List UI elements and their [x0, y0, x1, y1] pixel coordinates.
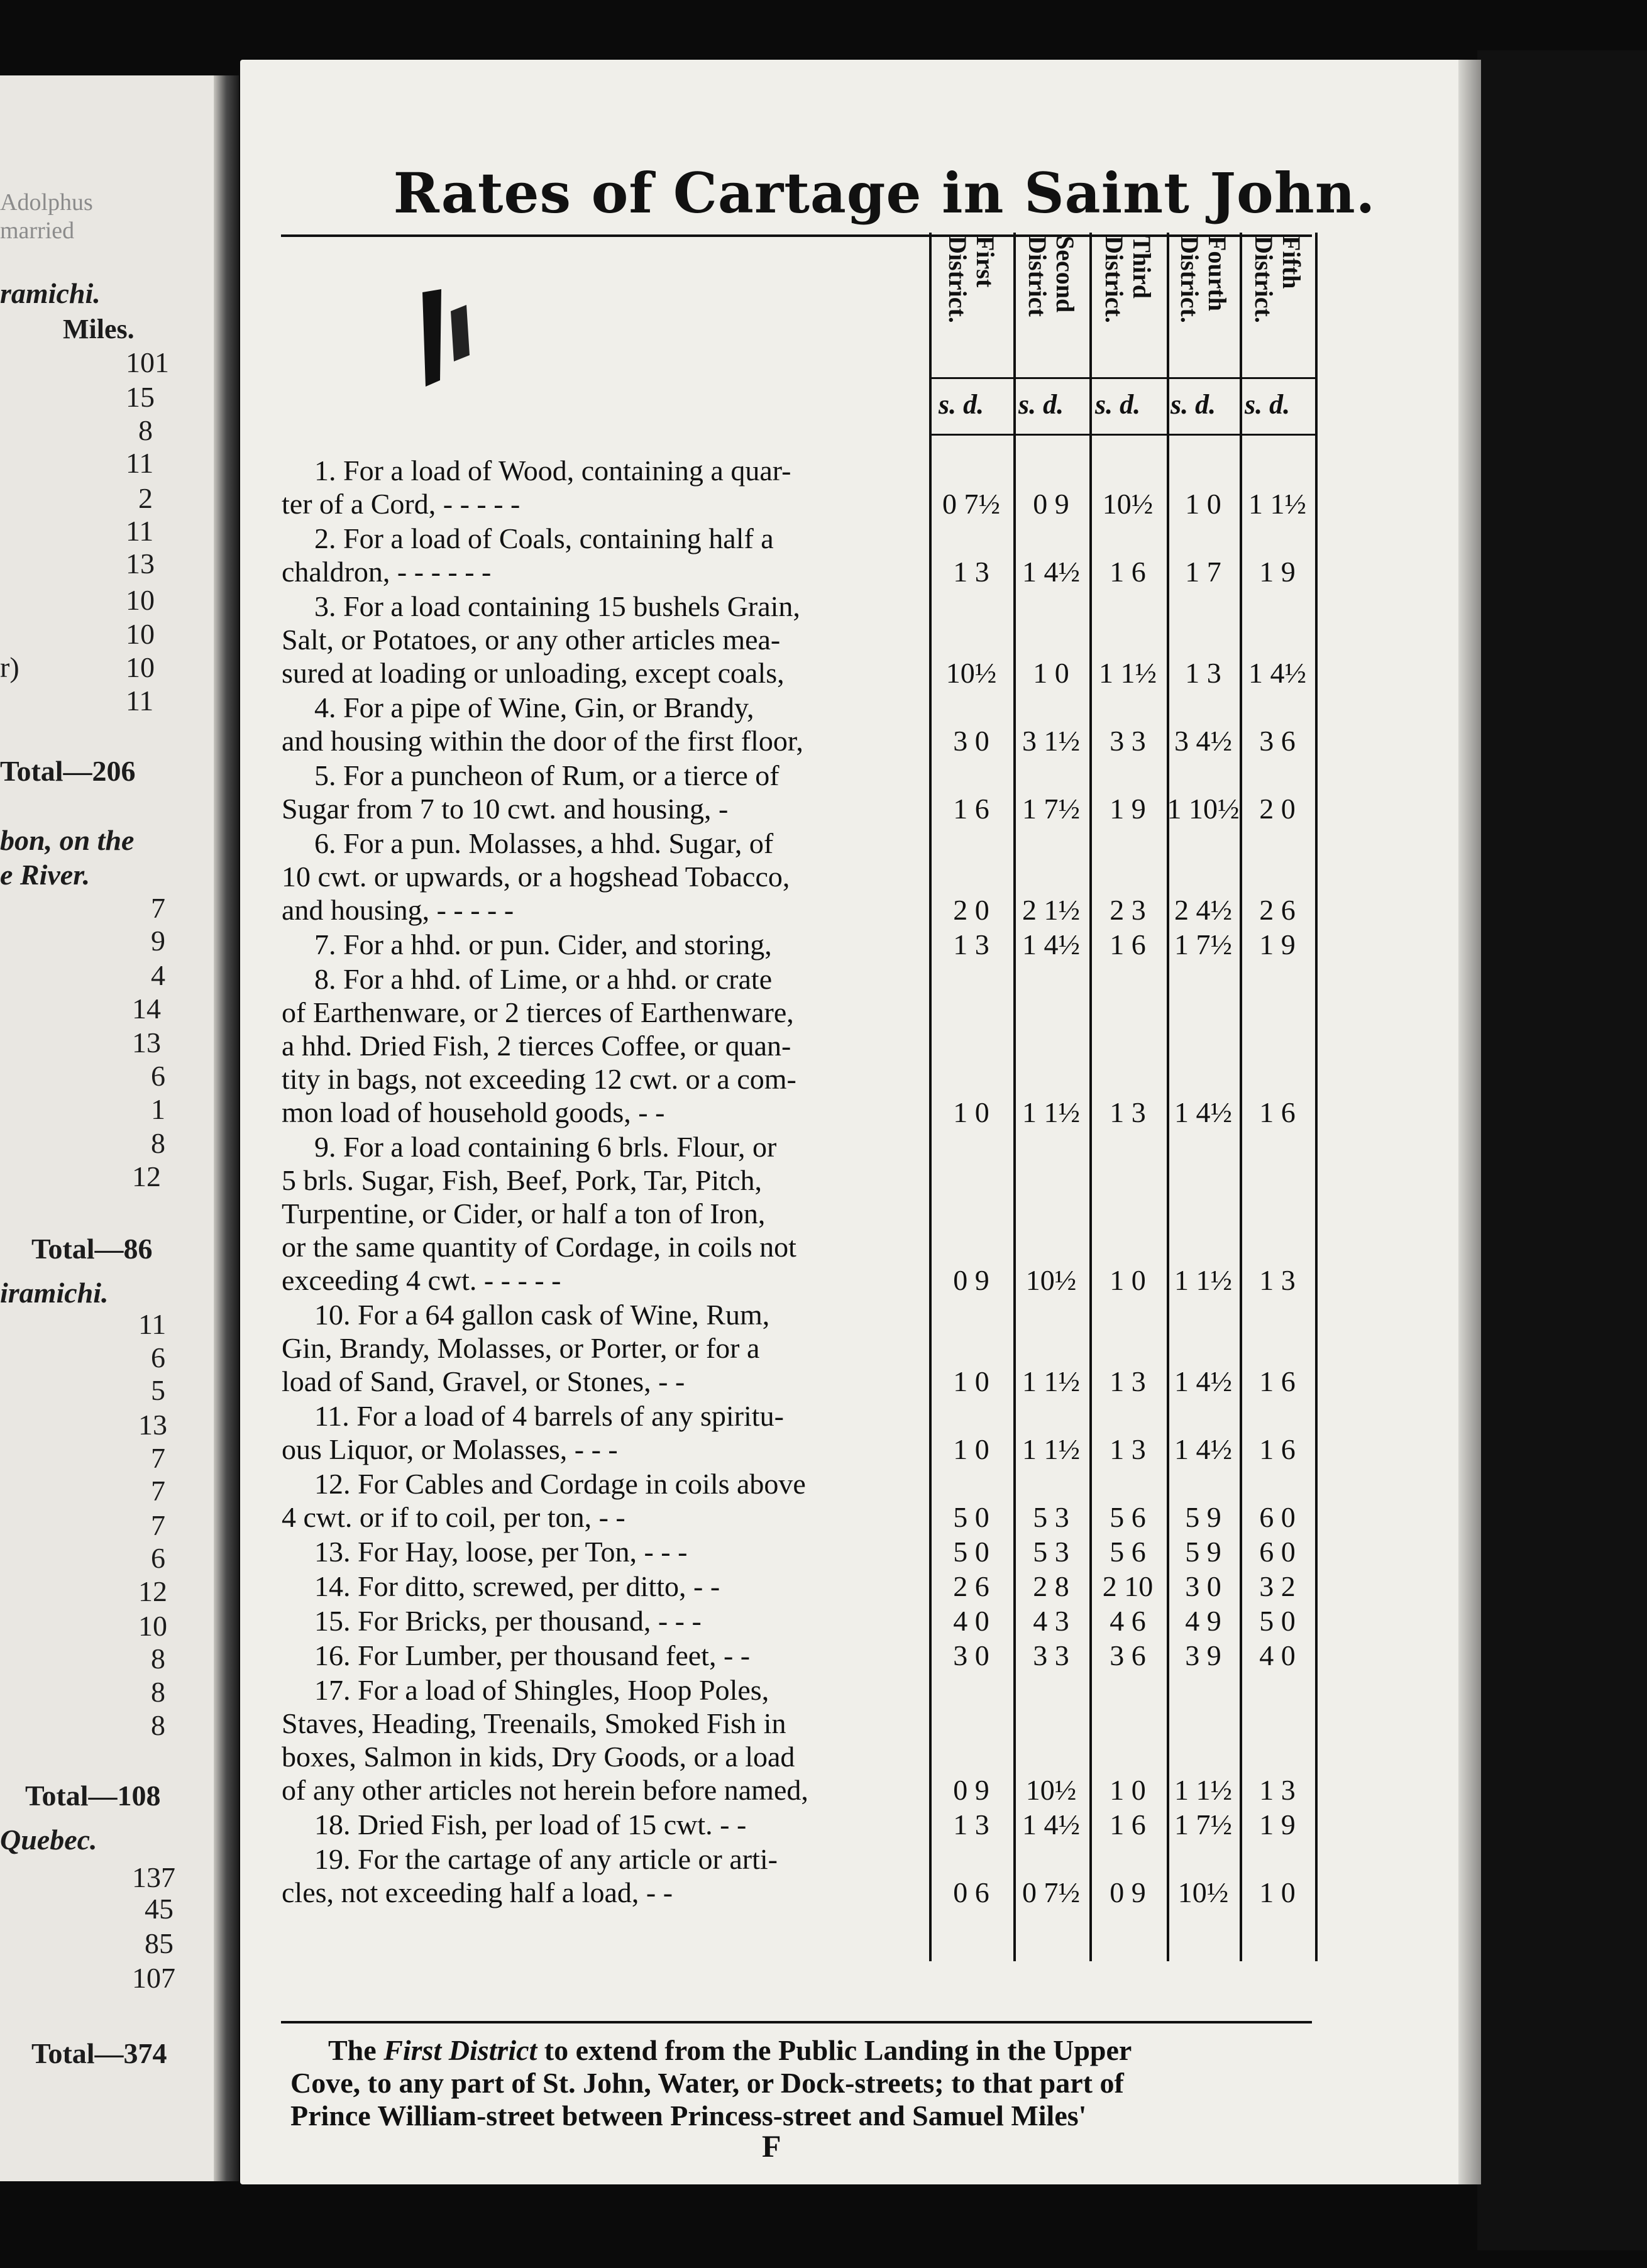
entry-text-line: 12. For Cables and Cordage in coils above — [314, 1468, 806, 1500]
rate-value: 1 1½ — [1022, 1433, 1080, 1465]
book-gutter — [214, 75, 239, 2181]
rate-value: 1 3 — [1110, 1433, 1146, 1465]
rate-value: 1 1½ — [1022, 1365, 1080, 1397]
unit-label: s. d. — [1018, 389, 1064, 420]
column-rule — [1315, 233, 1318, 1961]
rate-value: 0 9 — [1110, 1876, 1146, 1908]
rate-value: 1 0 — [953, 1433, 989, 1465]
rate-value: 0 9 — [953, 1264, 989, 1296]
left-page-line: 12 — [132, 1160, 161, 1192]
left-page-line: 85 — [145, 1927, 174, 1959]
rate-value: 4 0 — [953, 1605, 989, 1637]
rate-value: 2 1½ — [1022, 894, 1080, 926]
entry-text-line: ous Liquor, or Molasses, - - - — [282, 1433, 618, 1465]
rate-value: 5 3 — [1033, 1501, 1069, 1533]
title-rule — [281, 234, 1312, 237]
rate-value: 3 4½ — [1174, 725, 1232, 757]
left-page-line: 6 — [151, 1542, 165, 1574]
footnote-line-2: Cove, to any part of St. John, Water, or Dock-streets; to that part of — [290, 2067, 1124, 2099]
rate-value: 2 0 — [953, 894, 989, 926]
left-page-line: 8 — [151, 1676, 165, 1708]
entry-text-line: 5 brls. Sugar, Fish, Beef, Pork, Tar, Pitch, — [282, 1164, 762, 1196]
left-page-line: 6 — [151, 1341, 165, 1373]
rate-value: 5 3 — [1033, 1536, 1069, 1568]
rate-value: 10½ — [1025, 1264, 1077, 1296]
rate-value: 1 6 — [1110, 928, 1146, 961]
rate-value: 6 0 — [1259, 1536, 1296, 1568]
left-page-line: 8 — [151, 1127, 165, 1159]
left-page-line: 10 — [126, 651, 155, 683]
rate-value: 1 9 — [1259, 556, 1296, 588]
left-page-line: 101 — [126, 346, 169, 378]
rate-value: 2 8 — [1033, 1570, 1069, 1602]
rate-value: 3 2 — [1259, 1570, 1296, 1602]
entry-text-line: 10 cwt. or upwards, or a hogshead Tobacco, — [282, 861, 790, 893]
left-page-line: e River. — [0, 859, 91, 891]
entry-text-line: 7. For a hhd. or pun. Cider, and storing, — [314, 928, 772, 961]
entry-text-line: Salt, or Potatoes, or any other articles mea- — [282, 624, 781, 656]
entry-text-line: of Earthenware, or 2 tierces of Earthenware, — [282, 996, 794, 1028]
left-page-line: ramichi. — [0, 277, 101, 309]
entry-text-line: 9. For a load containing 6 brls. Flour, or — [314, 1131, 777, 1163]
entry-text-line: 15. For Bricks, per thousand, - - - — [314, 1605, 702, 1637]
rate-value: 0 7½ — [1022, 1876, 1080, 1908]
column-header: Third District. — [1100, 236, 1156, 323]
units-rule — [929, 434, 1315, 436]
rate-value: 2 0 — [1259, 793, 1296, 825]
entry-text-line: 13. For Hay, loose, per Ton, - - - — [314, 1536, 688, 1568]
rate-value: 1 7½ — [1174, 1808, 1232, 1841]
left-page-line: 13 — [138, 1409, 167, 1441]
book-edge-background — [1477, 50, 1647, 2250]
left-page-line: 11 — [126, 515, 154, 547]
rate-value: 1 0 — [1185, 488, 1221, 520]
unit-label: s. d. — [1245, 389, 1291, 420]
entry-text-line: 6. For a pun. Molasses, a hhd. Sugar, of — [314, 827, 774, 859]
rate-value: 2 3 — [1110, 894, 1146, 926]
entry-text-line: 14. For ditto, screwed, per ditto, - - — [314, 1570, 720, 1602]
left-page-line: married — [0, 217, 75, 244]
entry-text-line: Sugar from 7 to 10 cwt. and housing, - — [282, 793, 729, 825]
left-page-line: 13 — [126, 548, 155, 580]
rate-value: 1 1½ — [1248, 488, 1306, 520]
rate-value: 5 9 — [1185, 1501, 1221, 1533]
left-page-line: 9 — [151, 925, 165, 957]
rate-value: 1 4½ — [1022, 556, 1080, 588]
page-title: Rates of Cartage in Saint John. — [393, 160, 1376, 226]
entry-text-line: 17. For a load of Shingles, Hoop Poles, — [314, 1674, 769, 1706]
entry-text-line: 1. For a load of Wood, containing a quar- — [314, 454, 791, 487]
left-page-line: Adolphus — [0, 189, 93, 216]
rate-value: 1 3 — [1259, 1774, 1296, 1806]
left-page-line: 7 — [151, 1475, 165, 1507]
entry-text-line: and housing, - - - - - — [282, 894, 514, 926]
rate-value: 1 6 — [1259, 1433, 1296, 1465]
ink-blot-mark — [416, 286, 473, 405]
rate-value: 3 0 — [1185, 1570, 1221, 1602]
left-page-line: Total—374 — [31, 2037, 167, 2069]
entry-text-line: 4. For a pipe of Wine, Gin, or Brandy, — [314, 691, 754, 724]
left-page-line: 8 — [151, 1643, 165, 1675]
rate-value: 1 9 — [1259, 928, 1296, 961]
entry-text-line: 3. For a load containing 15 bushels Grain, — [314, 590, 800, 622]
left-page-line: 7 — [151, 1442, 165, 1474]
rate-value: 1 7½ — [1022, 793, 1080, 825]
rate-value: 1 6 — [953, 793, 989, 825]
column-header: First District. — [944, 236, 1000, 323]
rate-value: 1 4½ — [1248, 657, 1306, 689]
left-page-line: 4 — [151, 959, 165, 991]
rate-value: 1 4½ — [1174, 1365, 1232, 1397]
entry-text-line: Staves, Heading, Treenails, Smoked Fish in — [282, 1707, 786, 1739]
entry-text-line: 8. For a hhd. of Lime, or a hhd. or crate — [314, 963, 773, 995]
entry-text-line: tity in bags, not exceeding 12 cwt. or a com- — [282, 1063, 796, 1095]
left-page-line: 2 — [138, 482, 153, 514]
rate-value: 1 3 — [953, 1808, 989, 1841]
rate-value: 1 4½ — [1174, 1096, 1232, 1128]
rate-value: 2 4½ — [1174, 894, 1232, 926]
left-page-line: Total—206 — [0, 755, 136, 787]
rate-value: 2 10 — [1102, 1570, 1154, 1602]
rate-value: 1 1½ — [1174, 1774, 1232, 1806]
unit-label: s. d. — [939, 389, 984, 420]
rate-value: 1 6 — [1259, 1365, 1296, 1397]
left-page-line: 10 — [126, 584, 155, 616]
rate-value: 1 3 — [953, 556, 989, 588]
rate-value: 10½ — [1177, 1876, 1229, 1908]
left-page-line: Quebec. — [0, 1824, 97, 1856]
rate-value: 3 1½ — [1022, 725, 1080, 757]
rate-value: 3 9 — [1185, 1639, 1221, 1671]
left-page-line: 1 — [151, 1093, 165, 1125]
left-page-line: Total—86 — [31, 1233, 153, 1265]
rate-value: 1 6 — [1110, 556, 1146, 588]
rate-value: 1 1½ — [1174, 1264, 1232, 1296]
entry-text-line: sured at loading or unloading, except coals, — [282, 657, 785, 689]
rate-value: 1 0 — [1259, 1876, 1296, 1908]
rate-value: 3 3 — [1110, 725, 1146, 757]
entry-text-line: load of Sand, Gravel, or Stones, - - — [282, 1365, 685, 1397]
unit-label: s. d. — [1171, 389, 1216, 420]
column-header: Second District — [1023, 236, 1079, 317]
entry-text-line: 19. For the cartage of any article or arti- — [314, 1843, 778, 1875]
left-page-line: 11 — [126, 685, 154, 717]
left-page-line: 8 — [138, 414, 153, 446]
rate-value: 10½ — [1025, 1774, 1077, 1806]
rate-value: 0 6 — [953, 1876, 989, 1908]
rate-value: 10½ — [945, 657, 997, 689]
left-page-line: 5 — [151, 1374, 165, 1406]
rate-value: 1 7½ — [1174, 928, 1232, 961]
rate-value: 0 9 — [953, 1774, 989, 1806]
rate-value: 1 3 — [953, 928, 989, 961]
rate-value: 3 6 — [1110, 1639, 1146, 1671]
left-page-line: 12 — [138, 1575, 167, 1607]
rate-value: 4 9 — [1185, 1605, 1221, 1637]
left-page-line: iramichi. — [0, 1277, 109, 1309]
rate-value: 1 1½ — [1099, 657, 1157, 689]
entry-text-line: and housing within the door of the first floor, — [282, 725, 803, 757]
rate-value: 1 3 — [1110, 1096, 1146, 1128]
left-page-line: r) — [0, 651, 19, 683]
rate-value: 4 6 — [1110, 1605, 1146, 1637]
rate-value: 6 0 — [1259, 1501, 1296, 1533]
page-right — [240, 60, 1472, 2184]
facing-page-left — [0, 75, 233, 2181]
left-page-line: bon, on the — [0, 824, 135, 856]
rate-value: 5 6 — [1110, 1536, 1146, 1568]
rate-value: 2 6 — [1259, 894, 1296, 926]
column-header: Fifth District. — [1250, 236, 1306, 323]
rate-value: 1 7 — [1185, 556, 1221, 588]
rate-value: 1 0 — [953, 1096, 989, 1128]
rate-value: 1 0 — [1110, 1774, 1146, 1806]
rate-value: 1 3 — [1110, 1365, 1146, 1397]
header-rule — [929, 377, 1315, 379]
rate-value: 10½ — [1102, 488, 1154, 520]
column-header: Fourth District. — [1176, 236, 1231, 323]
entry-text-line: 5. For a puncheon of Rum, or a tierce of — [314, 759, 779, 791]
entry-text-line: 10. For a 64 gallon cask of Wine, Rum, — [314, 1299, 770, 1331]
rate-value: 1 9 — [1110, 793, 1146, 825]
left-page-line: 15 — [126, 381, 155, 413]
left-page-line: 6 — [151, 1060, 165, 1092]
rate-value: 1 0 — [1110, 1264, 1146, 1296]
left-page-line: 14 — [132, 993, 161, 1025]
entry-text-line: of any other articles not herein before named, — [282, 1774, 808, 1806]
rate-value: 1 9 — [1259, 1808, 1296, 1841]
entry-text-line: exceeding 4 cwt. - - - - - — [282, 1264, 561, 1296]
entry-text-line: cles, not exceeding half a load, - - — [282, 1876, 673, 1908]
left-page-line: 10 — [138, 1610, 167, 1642]
entry-text-line: 11. For a load of 4 barrels of any spiritu- — [314, 1400, 784, 1432]
rate-value: 4 3 — [1033, 1605, 1069, 1637]
rate-value: 2 6 — [953, 1570, 989, 1602]
rate-value: 1 3 — [1259, 1264, 1296, 1296]
table-bottom-rule — [281, 2021, 1312, 2023]
rate-value: 1 10½ — [1167, 793, 1240, 825]
entry-text-line: or the same quantity of Cordage, in coils not — [282, 1231, 796, 1263]
entry-text-line: boxes, Salmon in kids, Dry Goods, or a load — [282, 1741, 795, 1773]
rate-value: 3 6 — [1259, 725, 1296, 757]
rate-value: 1 0 — [1033, 657, 1069, 689]
left-page-line: 137 — [132, 1861, 175, 1893]
rate-value: 1 4½ — [1174, 1433, 1232, 1465]
rate-value: 1 1½ — [1022, 1096, 1080, 1128]
left-page-line: 7 — [151, 1509, 165, 1541]
rate-value: 3 3 — [1033, 1639, 1069, 1671]
entry-text-line: ter of a Cord, - - - - - — [282, 488, 521, 520]
entry-text-line: 18. Dried Fish, per load of 15 cwt. - - — [314, 1808, 747, 1841]
footnote-line-3: Prince William-street between Princess-street and Samuel Miles' — [290, 2100, 1087, 2132]
entry-text-line: a hhd. Dried Fish, 2 tierces Coffee, or quan- — [282, 1030, 791, 1062]
rate-value: 5 9 — [1185, 1536, 1221, 1568]
left-page-line: 8 — [151, 1709, 165, 1741]
rate-value: 0 7½ — [942, 488, 1000, 520]
entry-text-line: 16. For Lumber, per thousand feet, - - — [314, 1639, 751, 1671]
rate-value: 1 6 — [1110, 1808, 1146, 1841]
entry-text-line: 4 cwt. or if to coil, per ton, - - — [282, 1501, 625, 1533]
entry-text-line: Gin, Brandy, Molasses, or Porter, or for a — [282, 1332, 760, 1364]
signature-letter: F — [762, 2128, 781, 2164]
rate-value: 3 0 — [953, 725, 989, 757]
rate-value: 1 3 — [1185, 657, 1221, 689]
entry-text-line: 2. For a load of Coals, containing half a — [314, 522, 774, 554]
column-rule — [929, 233, 932, 1961]
left-page-line: Total—108 — [25, 1780, 161, 1812]
left-page-line: 107 — [132, 1962, 175, 1994]
rate-value: 1 4½ — [1022, 1808, 1080, 1841]
entry-text-line: chaldron, - - - - - - — [282, 556, 492, 588]
rate-value: 5 0 — [1259, 1605, 1296, 1637]
entry-text-line: mon load of household goods, - - — [282, 1096, 665, 1128]
page-edge-shadow — [1458, 60, 1481, 2184]
rate-value: 1 4½ — [1022, 928, 1080, 961]
left-page-line: Miles. — [63, 314, 135, 344]
left-page-line: 13 — [132, 1027, 161, 1059]
left-page-line: 11 — [126, 447, 154, 479]
unit-label: s. d. — [1095, 389, 1141, 420]
rate-value: 5 0 — [953, 1536, 989, 1568]
rate-value: 5 0 — [953, 1501, 989, 1533]
rate-value: 4 0 — [1259, 1639, 1296, 1671]
rate-value: 5 6 — [1110, 1501, 1146, 1533]
left-page-line: 10 — [126, 618, 155, 650]
rate-value: 1 0 — [953, 1365, 989, 1397]
left-page-line: 11 — [138, 1308, 167, 1340]
rate-value: 1 6 — [1259, 1096, 1296, 1128]
left-page-line: 7 — [151, 892, 165, 924]
rate-value: 3 0 — [953, 1639, 989, 1671]
entry-text-line: Turpentine, or Cider, or half a ton of Iron, — [282, 1197, 766, 1230]
footnote-line-1: The First District to extend from the Public Landing in the Upper — [328, 2034, 1132, 2066]
left-page-line: 45 — [145, 1893, 174, 1925]
rate-value: 0 9 — [1033, 488, 1069, 520]
